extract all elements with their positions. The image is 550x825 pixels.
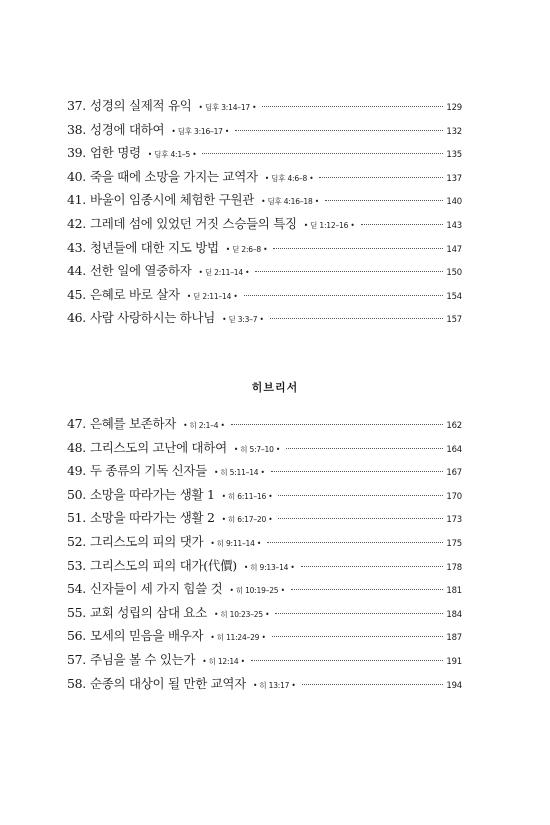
entry-number: 53.	[67, 557, 86, 573]
entry-title: 성경의 실제적 유익	[89, 98, 192, 113]
entry-title: 모세의 믿음을 배우자	[89, 628, 204, 644]
entry-scripture-ref: • 히 11:24–29 •	[210, 633, 266, 643]
entry-number: 42.	[67, 215, 86, 231]
entry-title: 선한 일에 열중하자	[89, 263, 192, 279]
toc-entry	[67, 650, 462, 674]
entry-page-number: 191	[446, 656, 462, 667]
dot-leader	[255, 271, 443, 272]
entry-number: 48.	[67, 439, 86, 455]
toc-entry	[67, 190, 462, 214]
toc-entry	[67, 120, 462, 144]
toc-entry	[67, 485, 462, 509]
entry-number: 54.	[67, 581, 86, 597]
entry-title: 엄한 명령	[89, 145, 141, 161]
entry-title: 그리스도의 고난에 대하여	[89, 439, 227, 455]
toc-entry	[67, 261, 462, 285]
entry-scripture-ref: • 딛 2:11–14 •	[198, 268, 250, 278]
dot-leader	[272, 636, 444, 637]
entry-scripture-ref: • 딛 2:6–8 •	[225, 244, 268, 254]
entry-page-number: 170	[446, 491, 462, 502]
toc-entry	[67, 167, 462, 191]
entry-number: 44.	[67, 263, 86, 279]
entry-page-number: 162	[446, 421, 462, 431]
dot-leader	[291, 589, 444, 590]
toc-entry	[67, 414, 462, 438]
entry-page-number: 154	[446, 291, 462, 302]
entry-title: 주님을 볼 수 있는가	[89, 651, 196, 667]
entry-page-number: 178	[446, 562, 462, 573]
entry-title: 그리스도의 피의 댓가	[89, 533, 204, 549]
entry-page-number: 157	[446, 315, 462, 326]
entry-title: 소망을 따라가는 생활 2	[89, 510, 215, 526]
entry-title: 소망을 따라가는 생활 1	[89, 486, 215, 502]
entry-title: 두 종류의 기독 신자들	[89, 463, 207, 479]
section-heading: 히브리서	[251, 381, 299, 394]
entry-number: 39.	[67, 145, 86, 161]
entry-scripture-ref: • 히 2:1–4 •	[183, 421, 225, 430]
entry-page-number: 187	[446, 633, 462, 644]
toc-entry	[67, 603, 462, 627]
entry-number: 49.	[67, 463, 86, 479]
dot-leader	[325, 200, 443, 201]
entry-scripture-ref: • 딛 3:3–7 •	[222, 315, 264, 325]
toc-entry	[67, 308, 462, 332]
entry-scripture-ref: • 딛 2:11–14 •	[186, 291, 238, 301]
dot-leader	[202, 153, 443, 154]
entry-scripture-ref: • 딤후 4:16–18 •	[261, 197, 319, 207]
entry-number: 40.	[67, 168, 86, 184]
toc-entry	[67, 674, 462, 698]
entry-title: 죽을 때에 소망을 가지는 교역자	[89, 168, 258, 184]
entry-number: 41.	[67, 192, 86, 208]
entry-title: 은혜로 바로 살자	[89, 286, 180, 302]
entry-page-number: 173	[446, 515, 462, 526]
entry-page-number: 132	[446, 126, 462, 137]
entry-page-number: 137	[446, 173, 462, 184]
entry-number: 52.	[67, 533, 86, 549]
entry-title: 사람 사랑하시는 하나님	[89, 310, 216, 326]
toc-entry	[67, 238, 462, 262]
toc-entry	[67, 626, 462, 650]
toc-entry	[67, 556, 462, 580]
entry-scripture-ref: • 히 5:7–10 •	[233, 444, 281, 454]
entry-scripture-ref: • 딛 1:12–16 •	[303, 220, 355, 230]
entry-title: 교회 성립의 삼대 요소	[89, 604, 207, 620]
entry-scripture-ref: • 히 10:23–25 •	[213, 609, 270, 619]
entry-title: 신자들이 세 가지 힘쓸 것	[89, 581, 223, 597]
entry-scripture-ref: • 히 13:17 •	[252, 680, 296, 690]
entry-number: 37.	[67, 98, 86, 113]
entry-scripture-ref: • 딤후 3:14–17 •	[198, 103, 257, 112]
dot-leader	[235, 130, 443, 131]
dot-leader	[251, 660, 443, 661]
entry-page-number: 181	[446, 586, 462, 597]
entry-number: 57.	[67, 651, 86, 667]
entry-number: 55.	[67, 604, 86, 620]
entry-number: 38.	[67, 121, 86, 137]
entry-page-number: 175	[446, 538, 462, 549]
dot-leader	[262, 106, 443, 107]
entry-scripture-ref: • 딤후 4:6–8 •	[264, 173, 314, 183]
entry-title: 바울이 임종시에 체험한 구원관	[89, 192, 255, 208]
entry-number: 56.	[67, 628, 86, 644]
entry-page-number: 140	[446, 197, 462, 208]
dot-leader	[278, 518, 443, 519]
entry-page-number: 164	[446, 444, 462, 455]
entry-scripture-ref: • 히 6:11–16 •	[221, 491, 273, 501]
entry-number: 46.	[67, 310, 86, 326]
toc-section-first	[67, 96, 462, 332]
entry-scripture-ref: • 히 9:13–14 •	[243, 562, 295, 572]
entry-title: 성경에 대하여	[89, 121, 165, 137]
entry-title: 그리스도의 피의 대가(代價)	[89, 557, 237, 573]
entry-scripture-ref: • 히 12:14 •	[202, 656, 245, 666]
entry-number: 45.	[67, 286, 86, 302]
toc-entry	[67, 508, 462, 532]
toc-entry	[67, 461, 462, 485]
toc-section-hebrews	[67, 414, 462, 697]
dot-leader	[231, 424, 444, 425]
entry-scripture-ref: • 히 5:11–14 •	[213, 468, 265, 478]
entry-scripture-ref: • 히 10:19–25 •	[229, 586, 285, 596]
dot-leader	[273, 248, 443, 249]
entry-title: 청년들에 대한 지도 방법	[89, 239, 219, 255]
toc-entry	[67, 96, 462, 120]
dot-leader	[302, 684, 444, 685]
dot-leader	[270, 318, 444, 319]
entry-page-number: 150	[446, 268, 462, 279]
dot-leader	[278, 495, 443, 496]
dot-leader	[286, 448, 443, 449]
dot-leader	[267, 542, 443, 543]
dot-leader	[301, 566, 444, 567]
entry-title: 은혜를 보존하자	[89, 416, 177, 431]
entry-scripture-ref: • 히 9:11–14 •	[210, 538, 262, 548]
entry-page-number: 184	[446, 609, 462, 620]
entry-scripture-ref: • 딤후 4:1–5 •	[147, 150, 197, 160]
dot-leader	[275, 613, 443, 614]
toc-entry	[67, 285, 462, 309]
toc-entry	[67, 438, 462, 462]
entry-number: 50.	[67, 486, 86, 502]
entry-number: 43.	[67, 239, 86, 255]
entry-page-number: 143	[446, 220, 462, 231]
entry-page-number: 147	[446, 244, 462, 255]
entry-title: 순종의 대상이 될 만한 교역자	[89, 675, 246, 691]
entry-page-number: 194	[446, 680, 462, 691]
entry-page-number: 135	[446, 150, 462, 161]
toc-entry	[67, 143, 462, 167]
toc-entry	[67, 532, 462, 556]
entry-number: 47.	[67, 416, 86, 431]
toc-entry	[67, 579, 462, 603]
entry-title: 그레데 섬에 있었던 거짓 스승들의 특징	[89, 215, 297, 231]
dot-leader	[361, 224, 444, 225]
toc-entry	[67, 214, 462, 238]
dot-leader	[271, 471, 444, 472]
dot-leader	[319, 177, 443, 178]
entry-number: 58.	[67, 675, 86, 691]
entry-number: 51.	[67, 510, 86, 526]
dot-leader	[244, 295, 444, 296]
entry-page-number: 129	[446, 103, 462, 113]
entry-scripture-ref: • 히 6:17–20 •	[221, 515, 273, 525]
entry-scripture-ref: • 딤후 3:16–17 •	[171, 126, 230, 136]
entry-page-number: 167	[446, 468, 462, 479]
